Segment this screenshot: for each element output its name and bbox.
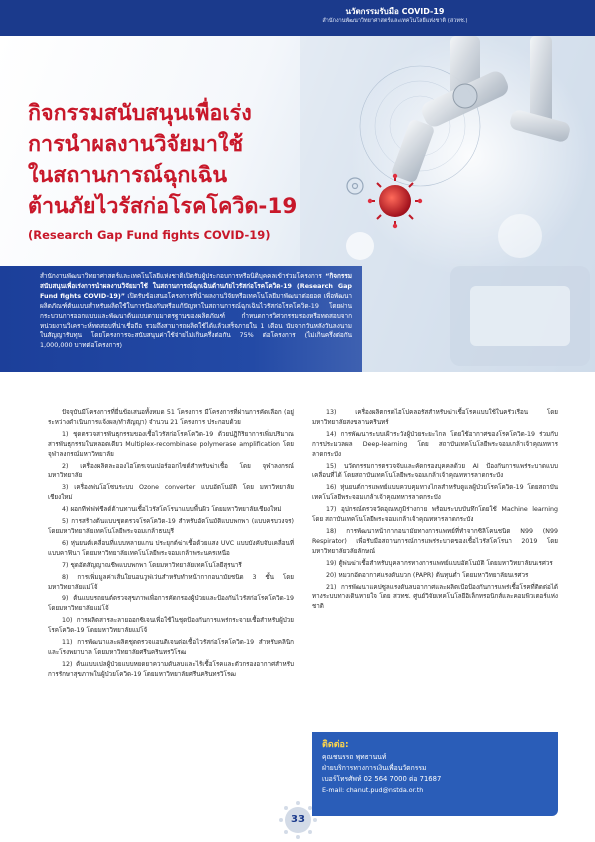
- list-item: 14) การพัฒนาระบบเฝ้าระวังผู้ป่วยระยะไกล โดยใช้อากาศของโรคโควิด-19 ร่วมกับการประมวลผล Deep-learning โดย สถาบันเทคโนโลยีพระจอมเกล้าเจ้าคุณทหารลาดกระบัง: [312, 430, 558, 458]
- intro-text-2: เปิดรับข้อเสนอโครงการที่นำผลงานวิจัยหรือเทคโนโลยีมาพัฒนาต่อยอด เพื่อพัฒนาผลิตภัณฑ์ต้นแบบสำหรับผลิตใช้ในการป้องกันหรือแก้ปัญหาในสถานการณ์ฉุกเฉินไวรัสก่อโรคโควิด-19 โดยผ่านกระบวนการออกแบบและพัฒนาต้นแบบตามมาตรฐานของผลิตภัณฑ์ กำหนดการวิศวกรรมรองหรือทดสอบจากหน่วยงานวิเคราะห์ทดสอบที่น่าเชื่อถือ รวมถึงสามารถผลิตใช้ได้แล้วเสร็จภายใน 1 เดือน นับจากวันหลังวันลงนามในสัญญารับทุน โดยโครงการจะสนับสนุนค่าใช้จ่ายไม่เกินครึ่งต่อกัน 75% ต่อโครงการ (ไม่เกินครึ่งต่อกัน 1,000,000 บาทต่อโครงการ): [40, 291, 352, 350]
- contact-title: ติดต่อ:: [322, 740, 349, 750]
- list-item: 1) ชุดตรวจสารพันธุกรรมของเชื้อไวรัสก่อโรคโควิด-19 ด้วยปฏิกิริยาการเพิ่มปริมาณสารพันธุกรรมในหลอดเดียว Multiplex-recombinase polymerase amplification โดย จุฬาลงกรณ์มหาวิทยาลัย: [48, 430, 294, 458]
- list-item: 20) หมวกอัดอากาศแรงดันบวก (PAPR) ต้นทุนต่ำ โดยมหาวิทยาลัยนเรศวร: [326, 571, 529, 579]
- left-column: [48, 408, 294, 682]
- list-item: 12) ต้นแบบเปลผู้ป่วยแบบหยดยาความดันลบและไร้เชื้อโรคและตัวกรองอากาศสำหรับการรักษาสุขภาพในผู้ป่วยโควิด-19 โดยมหาวิทยาลัยศรีนครินทรวิโรฒ: [48, 660, 294, 678]
- top-banner: [0, 0, 595, 36]
- banner-title: นวัตกรรมรับมือ COVID-19: [345, 7, 445, 16]
- list-item: 4) ผอกทีฟฟฟชีลด์ต้านทานเชื้อไวรัสโคโรนาแบบพื้นผิว โดยมหาวิทยาลัยเชียงใหม่: [62, 506, 282, 514]
- contact-name: คุณชนรรถ พุทธานนท์: [322, 753, 387, 761]
- headline-line-1: กิจกรรมสนับสนุนเพื่อเร่ง: [28, 101, 252, 126]
- list-item: 15) นวัตกรรมการตรวจจับและคัดกรองบุคคลด้วย AI ป้องกันการแพร่ระบาดแบบเคลื่อนที่ได้ โดยสถาบันเทคโนโลยีพระจอมเกล้าเจ้าคุณทหารลาดกระบัง: [312, 462, 558, 480]
- intro-program-name: “กิจกรรมสนับสนุนเพื่อเร่งการนำผลงานวิจัยมาใช้ ในสถานการณ์ฉุกเฉินต้านภัยไวรัสก่อโรคโควิด-19 (Research Gap Fund fights COVID-19)”: [40, 272, 352, 300]
- page-number: 33: [291, 814, 305, 825]
- right-column: [312, 408, 558, 614]
- list-item: 5) การสร้างต้นแบบชุดตรวจโรคโควิด-19 สำหรับอัตโนมัติแบบพกพา (แบบครบวงจร) โดยมหาวิทยาลัยเทคโนโลยีพระจอมเกล้าธนบุรี: [48, 518, 294, 535]
- list-item: 9) ต้นแบบรถยนต์ตรวจสุขภาพเพื่อการคัดกรองผู้ป่วยและป้องกันไวรัสก่อโรคโควิด-19 โดยมหาวิทยาลัยแม่โจ้: [48, 595, 294, 613]
- banner-subtitle: สำนักงานพัฒนาวิทยาศาสตร์และเทคโนโลยีแห่งชาติ (สวทช.): [322, 18, 468, 24]
- list-item: 21) การพัฒนาแคปซูลแรงดันลบอากาศและผลิตเป้อป้องกันการแพร่เชื้อโรคที่ติดต่อได้ทางระบบทางเดินหายใจ โดย สวทช. ศูนย์วิจัยเทคโนโลยีอิเล็กทรอนิกส์และคอมพิวเตอร์แห่งชาติ: [312, 583, 558, 611]
- headline-line-3: ในสถานการณ์ฉุกเฉิน: [28, 163, 228, 188]
- intro-box: [0, 266, 362, 372]
- lead-paragraph: ปัจจุบันมีโครงการที่ยื่นข้อเสนอทั้งหมด 51 โครงการ มีโครงการที่ผ่านการคัดเลือก (อยู่ระหว่างดำเนินการแจ้งผล/ทำสัญญา) จำนวน 21 โครงการ ประกอบด้วย: [48, 409, 294, 426]
- list-item: 19) ตู้พ่นฆ่าเชื้อสำหรับบุคลากรทางการแพทย์แบบอัตโนมัติ โดยมหาวิทยาลัยนเรศวร: [326, 559, 553, 567]
- headline-block: [28, 98, 318, 244]
- list-item: 2) เครื่องผลิตละอองไฮโดรเจนเปอร์ออกไซด์สำหรับฆ่าเชื้อ โดย จุฬาลงกรณ์มหาวิทยาลัย: [48, 462, 294, 480]
- headline-english: (Research Gap Fund fights COVID-19): [28, 228, 271, 242]
- contact-department: ฝ่ายบริการทางการเงินเพื่อนวัตกรรม: [322, 764, 427, 772]
- contact-email-link[interactable]: E-mail: chanut.pud@nstda.or.th: [322, 786, 424, 794]
- intro-text-1: สำนักงานพัฒนาวิทยาศาสตร์และเทคโนโลยีแห่งชาติเปิดรับผู้ประกอบการหรือนิติบุคคลเข้าร่วมโครงการ: [40, 272, 326, 280]
- contact-phone: เบอร์โทรศัพท์ 02 564 7000 ต่อ 71687: [322, 775, 442, 783]
- list-item: 3) เครื่องพ่นโอโซนระบบ Ozone converter แบบอัตโนมัติ โดย มหาวิทยาลัยเชียงใหม่: [48, 484, 294, 502]
- list-item: 10) การผลิตสารละลายออกซิเจนเพื่อใช้ในชุดป้องกันการแพร่กระจายเชื้อสำหรับผู้ป่วยโรคโควิด-19 โดยมหาวิทยาลัยแม่โจ้: [48, 617, 294, 635]
- list-item: 16) หุ่นยนต์การแพทย์แบบควบคุมทางไกลสำหรับดูแลผู้ป่วยโรคโควิด-19 โดยสถาบันเทคโนโลยีพระจอมเกล้าเจ้าคุณทหารลาดกระบัง: [312, 484, 558, 502]
- list-item: 13) เครื่องผลิตกรดไฮโปคลอรัสสำหรับฆ่าเชื้อโรคแบบใช้ในครัวเรือน โดยมหาวิทยาลัยสงขลานครินทร์: [312, 409, 558, 426]
- list-item: 18) การพัฒนาหน้ากากอนามัยทางการแพทย์ที่ทำจากซิลิโคนชนิด N99 (N99 Respirator) เพื่อรับมือสถานการณ์การแพร่ระบาดของเชื้อไวรัสโคโรนา 2019 โดยมหาวิทยาลัยวลัยลักษณ์: [312, 527, 558, 555]
- list-item: 7) ชุดอัตสัญญาณชีพแบบพกพา โดยมหาวิทยาลัยเทคโนโลยีสุรนารี: [62, 561, 242, 569]
- hero-section: [0, 36, 595, 372]
- list-item: 11) การพัฒนาและผลิตชุดตรวจแอนติเจนต่อเชื้อไวรัสก่อโรคโควิด-19 สำหรับคลินิกและโรงพยาบาล โดยมหาวิทยาลัยศรีนครินทรวิโรฒ: [48, 639, 294, 656]
- list-item: 6) หุ่นยนต์เคลื่อนที่แบบหลายแกน ประยุกต์ฆ่าเชื้อด้วยแสง UVC แบบบังคับจับเคลื่อนที่แบบคาฟินา โดยมหาวิทยาลัยเทคโนโลยีพระจอมเกล้าพระนครเหนือ: [48, 539, 294, 557]
- headline-line-4: ต้านภัยไวรัสก่อโรคโควิด-19: [28, 194, 298, 219]
- headline-line-2: การนำผลงานวิจัยมาใช้: [28, 132, 244, 157]
- banner-text: [195, 6, 595, 26]
- list-item: 8) การเพิ่มมูลค่าเส้นใยนอนวูฟเว่นสำหรับทำหน้ากากอนามัยชนิด 3 ชั้น โดยมหาวิทยาลัยแม่โจ้: [48, 573, 294, 591]
- list-item: 17) อุปกรณ์ตรวจวัดอุณหภูมิร่างกาย พร้อมระบบบันทึกโดยใช้ Machine learning โดย สถาบันเทคโนโลยีพระจอมเกล้าเจ้าคุณทหารลาดกระบัง: [312, 506, 558, 524]
- contact-box: [312, 732, 558, 816]
